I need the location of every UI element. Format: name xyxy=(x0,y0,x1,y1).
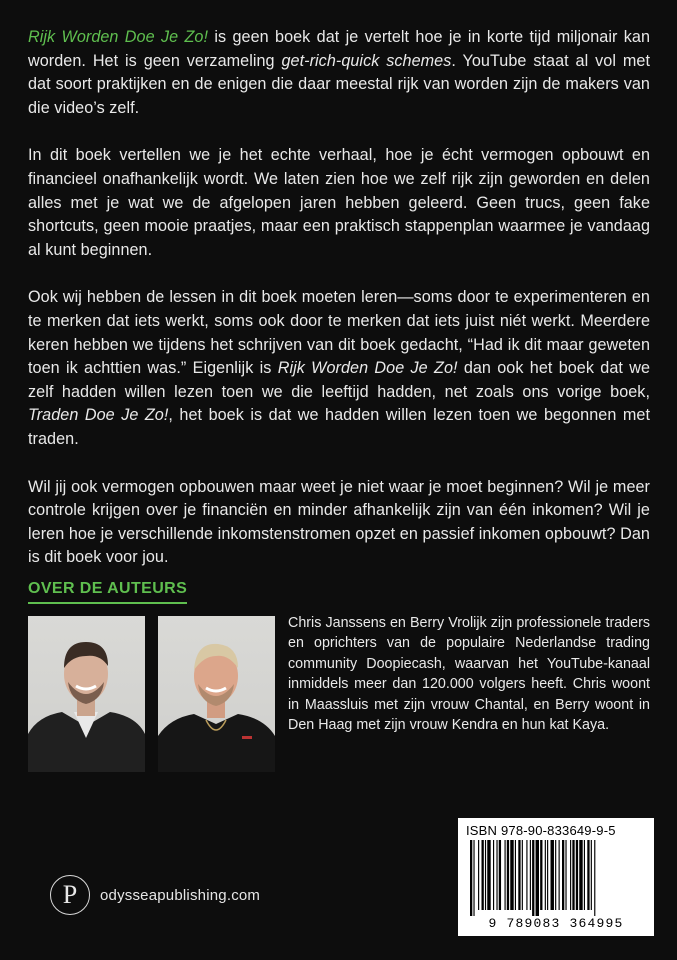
publisher-block xyxy=(50,875,260,915)
publisher-website: odysseapublishing.com xyxy=(100,886,261,904)
intro-paragraph xyxy=(28,26,650,120)
isbn-label: ISBN 978-90-833649-9-5 xyxy=(466,823,616,838)
author-photo-chris xyxy=(28,616,145,772)
barcode-digits: 9 789083 364995 xyxy=(488,916,624,931)
intro-text-a: is geen boek dat je vertelt hoe je in korte tijd miljonair kan worden. Het is geen verzameling xyxy=(28,28,650,70)
para3-text-b: dan ook het boek dat we zelf hadden willen lezen toen we die leeftijd hadden, net zoals ons vorige boek, xyxy=(28,359,651,401)
intro-emphasis: get-rich-quick schemes xyxy=(281,51,452,70)
para3-book-title: Rijk Worden Doe Je Zo! xyxy=(277,359,458,378)
paragraph-3 xyxy=(28,286,650,451)
paragraph-2: In dit boek vertellen we je het echte verhaal, hoe je écht vermogen opbouwt en financieel onafhankelijk wordt. We laten zien hoe we zelf rijk zijn geworden en delen alles met je wat we de afgelopen jaren hebben geleerd. Geen trucs, geen fake shortcuts, geen mooie praatjes, maar een praktisch stappenplan waarmee je vandaag al kunt beginnen. xyxy=(28,146,650,259)
publisher-logo-icon: P xyxy=(50,875,90,915)
barcode-bars-icon xyxy=(468,840,644,916)
para3-text-c: , het boek is dat we hadden willen lezen toen we begonnen met traden. xyxy=(28,406,650,448)
para3-text-a: Ook wij hebben de lessen in dit boek moeten leren—soms door te experimenteren en te merken dat iets werkt, soms ook door te merken dat iets juist niét werkt. Meerdere keren hebben we tijdens het schrijven van dit boek gedacht, “Had ik dit maar geweten toen ik achttien was.” Eigenlijk is xyxy=(28,288,650,378)
back-cover-text xyxy=(28,26,650,594)
isbn-barcode xyxy=(458,818,654,936)
author-photo-berry xyxy=(158,616,275,772)
authors-heading: OVER DE AUTEURS xyxy=(28,580,187,604)
paragraph-4: Wil jij ook vermogen opbouwen maar weet je niet waar je moet beginnen? Wil je meer controle krijgen over je financiën en minder afhankelijk zijn van één inkomen? Wil je leren hoe je verschillende inkomstenstromen opzet en passief inkomen opbouwt? Dan is dit boek voor jou. xyxy=(28,477,650,567)
intro-text-b: . YouTube staat al vol met dat soort praktijken en de enigen die daar meestal rijk van worden zijn de makers van die video’s zelf. xyxy=(28,51,650,117)
para3-previous-book-title: Traden Doe Je Zo! xyxy=(28,406,169,425)
authors-bio: Chris Janssens en Berry Vrolijk zijn professionele traders en oprichters van de populaire Nederlandse trading community Doopiecash, waarvan het YouTube-kanaal inmiddels meer dan 120.000 volgers heeft. Chris woont in Maassluis met zijn vrouw Chantal, en Berry woont in Den Haag met zijn vrouw Kendra en hun kat Kaya. xyxy=(288,615,650,734)
book-title-highlight: Rijk Worden Doe Je Zo! xyxy=(28,28,209,46)
